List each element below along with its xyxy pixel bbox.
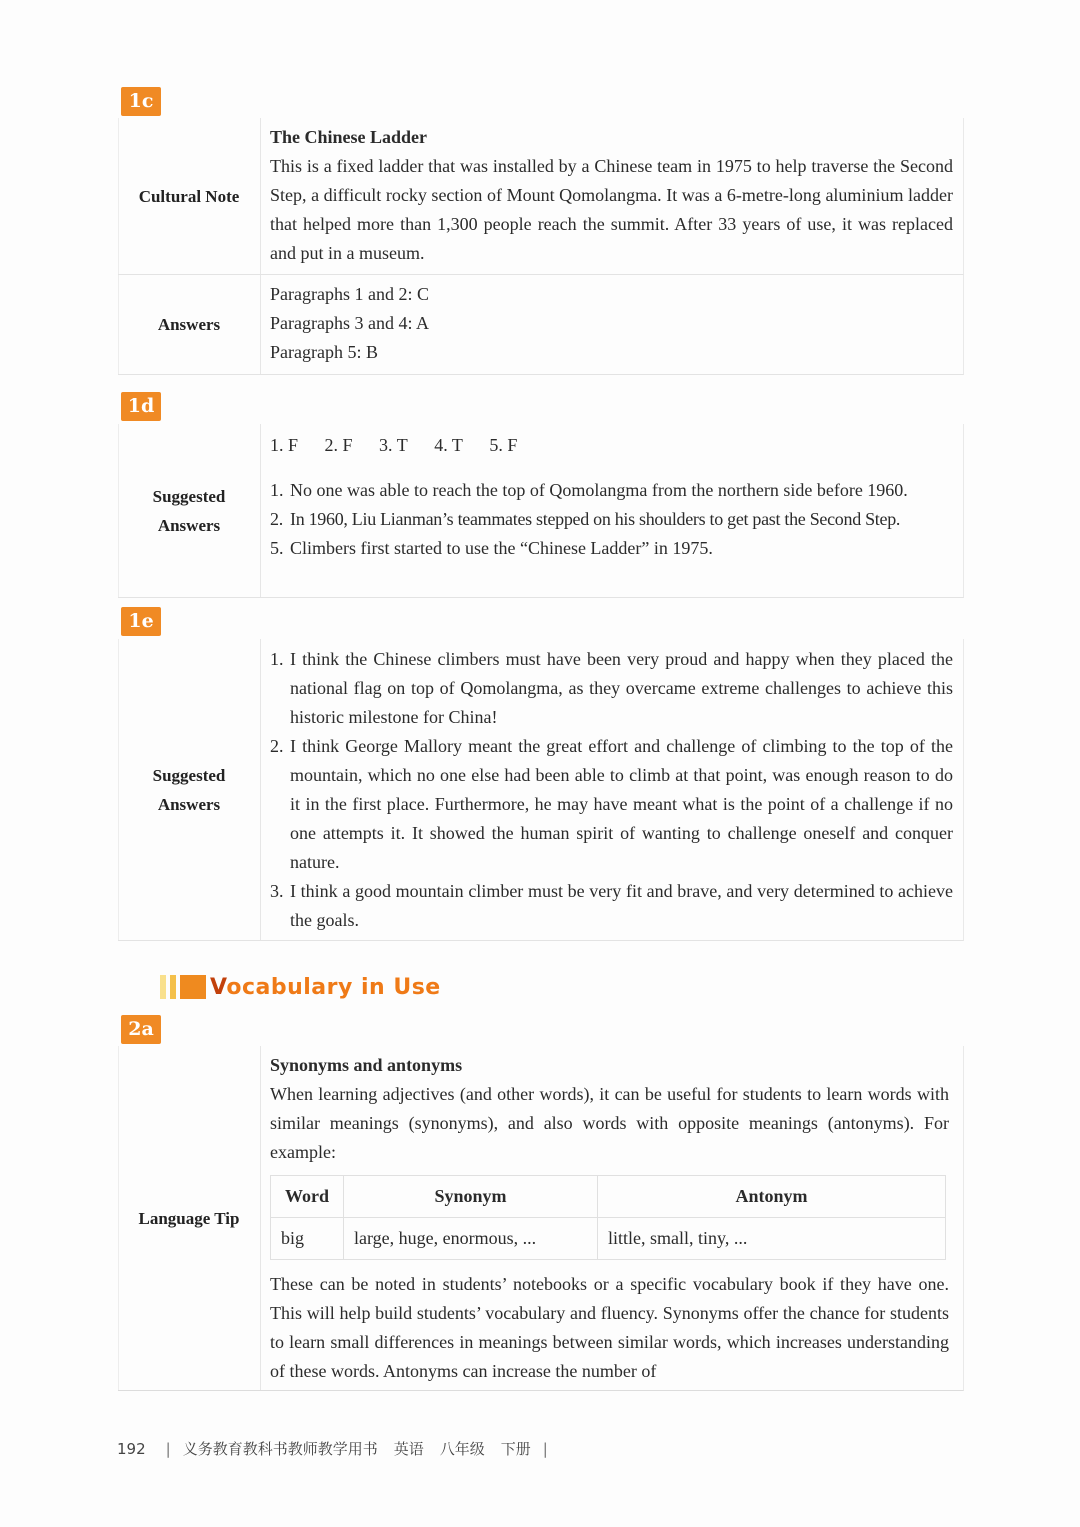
answer-line: Paragraph 5: B (270, 342, 378, 362)
label-line: Answers (157, 794, 221, 814)
section-badge-2a: 2a (121, 1015, 161, 1044)
language-tip-content (270, 1051, 949, 1386)
cultural-note-row (118, 118, 964, 275)
language-tip-row (118, 1046, 964, 1391)
cultural-note-title: The Chinese Ladder (270, 127, 428, 147)
list-item: 5. Climbers first started to use the “Chinese Ladder” in 1975. (270, 538, 713, 558)
table-cell: large, huge, enormous, ... (344, 1218, 598, 1260)
label-line: Suggested (152, 765, 226, 785)
table-cell: little, small, tiny, ... (598, 1218, 946, 1260)
suggested-answers-row-1d (118, 424, 964, 598)
answer-line: Paragraphs 1 and 2: C (270, 284, 429, 304)
answer-list (270, 645, 953, 935)
answers-label: Answers (157, 315, 221, 334)
answer-line: Paragraphs 3 and 4: A (270, 313, 429, 333)
section-badge-1e: 1e (121, 607, 161, 636)
cultural-note-content (270, 123, 953, 268)
suggested-answers-content-1e (270, 645, 953, 935)
grade: 八年级 (439, 1440, 485, 1458)
suggested-answers-label-1d (118, 424, 260, 597)
section-badge-1c: 1c (121, 87, 161, 116)
language-tip-title: Synonyms and antonyms (270, 1055, 463, 1075)
footer-separator: | (542, 1439, 548, 1458)
tf-answer: 3. T (379, 435, 408, 455)
section-1c-table (118, 118, 963, 375)
list-item: 1. No one was able to reach the top of Qomolangma from the northern side before 1960. (270, 480, 908, 500)
list-item: 1. I think the Chinese climbers must have been very proud and happy when they placed the national flag on top of Qomolangma, as they overcame extreme challenges to achieve this historic milestone for China! (270, 649, 953, 727)
synonym-antonym-table (270, 1175, 946, 1260)
volume: 下册 (500, 1440, 531, 1458)
suggested-answers-content-1d (270, 431, 953, 563)
tf-answer: 4. T (434, 435, 463, 455)
cultural-note-label: Cultural Note (138, 186, 240, 206)
label-line: Answers (157, 515, 221, 535)
suggested-answers-label-1e (118, 639, 260, 940)
table-row (271, 1218, 946, 1260)
label-line: Suggested (152, 486, 226, 506)
language-tip-outro: These can be noted in students’ notebooks or a specific vocabulary book if they have one. This will help build students’ vocabulary and fluency. Synonyms offer the chance for students to learn small differences in meanings between similar words, which increases understanding of these words. Antonyms can increase the number of (270, 1274, 949, 1381)
heading-block (180, 975, 206, 999)
page-footer (117, 1438, 560, 1459)
table-header: Word (271, 1176, 344, 1218)
vocabulary-title: Vocabulary in Use (210, 974, 441, 1000)
section-badge-1d: 1d (121, 392, 161, 421)
list-item: 2. In 1960, Liu Lianman’s teammates stepped on his shoulders to get past the Second Step. (270, 509, 901, 529)
section-2a-table (118, 1046, 963, 1391)
tf-answer: 2. F (324, 435, 353, 455)
cultural-note-text: This is a fixed ladder that was installed by a Chinese team in 1975 to help traverse the Second Step, a difficult rocky section of Mount Qomolangma. It was a 6-metre-long aluminium ladder that helped more than 1,300 people reach the summit. After 33 years of use, it was replaced and put in a museum. (270, 156, 953, 263)
footer-separator: | (165, 1439, 171, 1458)
heading-stripe (170, 975, 176, 999)
tf-answer: 1. F (270, 435, 299, 455)
vocabulary-heading (160, 974, 441, 1000)
list-item: 2. I think George Mallory meant the great effort and challenge of climbing to the top of the mountain, which no one else had been able to climb at that point, was enough reason to do it in the first place. Furthermore, he may have meant what is the point of a challenge if no one attempts it. It showed the human spirit of wanting to challenge oneself and conquer nature. (270, 736, 953, 872)
section-1e-table (118, 639, 963, 941)
correction-list (270, 476, 953, 563)
tf-answer: 5. F (489, 435, 518, 455)
page-number: 192 (117, 1439, 146, 1458)
table-header: Antonym (598, 1176, 946, 1218)
language-tip-label: Language Tip (138, 1208, 240, 1228)
book-title: 义务教育教科书教师教学用书 (182, 1440, 378, 1458)
answers-content (270, 280, 953, 367)
subject: 英语 (393, 1440, 424, 1458)
section-1d-table (118, 424, 963, 598)
suggested-answers-row-1e (118, 639, 964, 941)
table-header-row (271, 1176, 946, 1218)
table-header: Synonym (344, 1176, 598, 1218)
language-tip-intro: When learning adjectives (and other words), it can be useful for students to learn words with similar meanings (synonyms), and also words with opposite meanings (antonyms). For example: (270, 1084, 949, 1162)
answers-row (118, 275, 964, 375)
heading-stripe (160, 975, 166, 999)
true-false-answers (270, 431, 953, 460)
list-item: 3. I think a good mountain climber must be very fit and brave, and very determined to achieve the goals. (270, 881, 953, 930)
table-cell: big (271, 1218, 344, 1260)
